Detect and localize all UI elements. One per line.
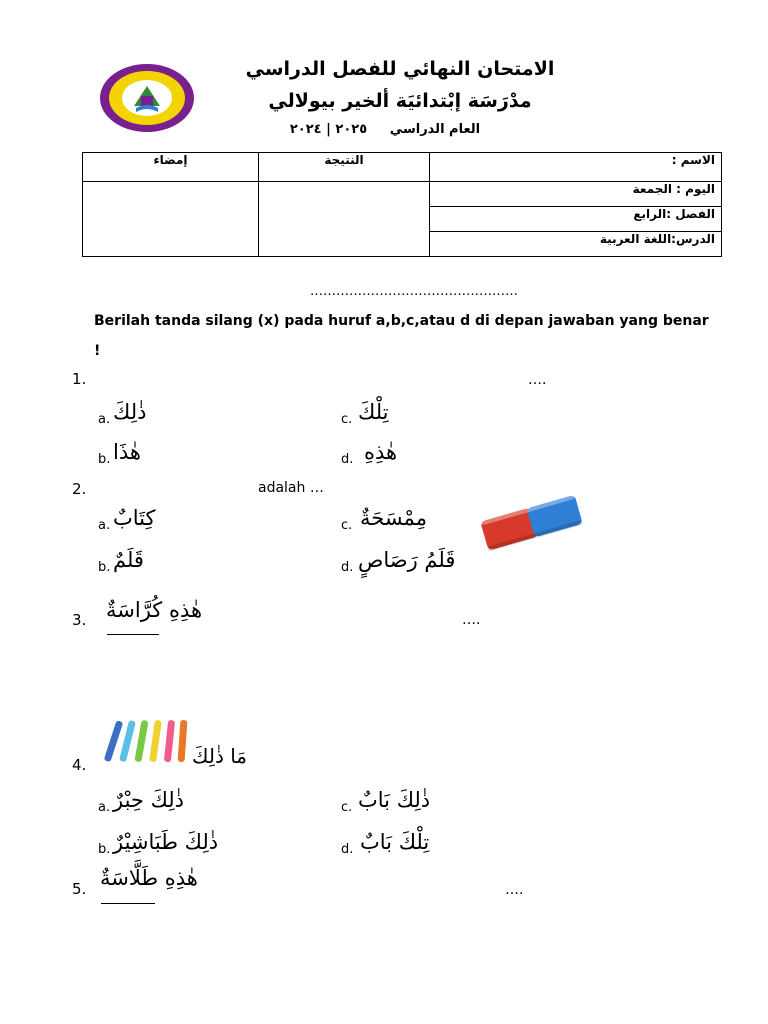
q1-option-c-letter: c. <box>341 412 353 427</box>
q4-option-b-letter: b. <box>98 842 111 857</box>
q2-option-c-letter: c. <box>341 518 353 533</box>
q2-number: 2. <box>72 480 87 498</box>
academic-year-value: ٢٠٢٥ | ٢٠٢٤ <box>289 122 368 137</box>
q1-option-a: ذٰلِكَ <box>113 400 147 424</box>
dotted-line: ………………………………………… <box>310 284 518 299</box>
q4-number: 4. <box>72 756 87 774</box>
q4-option-d: تِلْكَ بَابٌ <box>360 830 430 854</box>
instruction-text: Berilah tanda silang (x) pada huruf a,b,c,atau d di depan jawaban yang benar ! <box>94 313 709 359</box>
q1-option-c: تِلْكَ <box>358 400 389 424</box>
q2-option-c: مِمْسَحَةٌ <box>360 506 427 530</box>
class-cell: الفصل :الرابع <box>430 207 722 232</box>
student-info-table <box>82 152 722 257</box>
q5-underline <box>101 903 155 904</box>
q2-option-a: كِتَابٌ <box>113 506 156 530</box>
q4-option-d-letter: d. <box>341 842 354 857</box>
q2-stem: adalah … <box>258 480 324 496</box>
q1-number: 1. <box>72 370 87 388</box>
school-logo <box>98 62 196 134</box>
q2-option-d: قَلَمُ رَصَاصٍ <box>358 548 456 572</box>
q4-option-a: ذٰلِكَ حِبْرٌ <box>113 788 185 812</box>
q3-arabic: هٰذِهِ كُرَّاسَةٌ <box>106 598 203 622</box>
lesson-cell: الدرس:اللغة العربية <box>430 232 722 257</box>
q3-number: 3. <box>72 611 87 629</box>
chalk-image <box>104 716 190 764</box>
q3-underline <box>107 634 159 635</box>
name-cell: الاسم : <box>430 153 722 182</box>
q4-option-b: ذٰلِكَ طَبَاشِيْرٌ <box>113 830 219 854</box>
q2-option-b-letter: b. <box>98 560 111 575</box>
result-header: النتيجة <box>259 153 430 182</box>
eraser-image <box>474 486 586 556</box>
q1-option-a-letter: a. <box>98 412 111 427</box>
q2-option-a-letter: a. <box>98 518 111 533</box>
sign-header: إمضاء <box>83 153 259 182</box>
q1-option-d-letter: d. <box>341 452 354 467</box>
q4-option-c-letter: c. <box>341 800 353 815</box>
academic-year-label: العام الدراسي <box>389 122 481 137</box>
q1-option-d: هٰذِهِ <box>364 440 398 464</box>
q5-arabic: هٰذِهِ طَلَّاسَةٌ <box>100 866 198 890</box>
q1-option-b-letter: b. <box>98 452 111 467</box>
result-cell <box>259 182 430 257</box>
sign-cell <box>83 182 259 257</box>
q5-ellipsis: …. <box>505 882 524 898</box>
exam-title: الامتحان النهائي للفصل الدراسي <box>245 58 555 80</box>
q2-option-d-letter: d. <box>341 560 354 575</box>
school-name: مدْرَسَة إبْتدائيَة ألخير بيولالي <box>268 90 532 112</box>
day-cell: اليوم : الجمعة <box>430 182 722 207</box>
academic-year <box>250 122 520 137</box>
q3-ellipsis: …. <box>462 612 481 628</box>
q2-option-b: قَلَمٌ <box>113 548 144 572</box>
q4-arabic: مَا ذٰلِكَ <box>192 744 248 768</box>
q4-option-a-letter: a. <box>98 800 111 815</box>
q5-number: 5. <box>72 880 87 898</box>
q1-ellipsis: …. <box>528 372 547 388</box>
q1-option-b: هٰذَا <box>113 440 141 464</box>
q4-option-c: ذٰلِكَ بَابٌ <box>358 788 431 812</box>
